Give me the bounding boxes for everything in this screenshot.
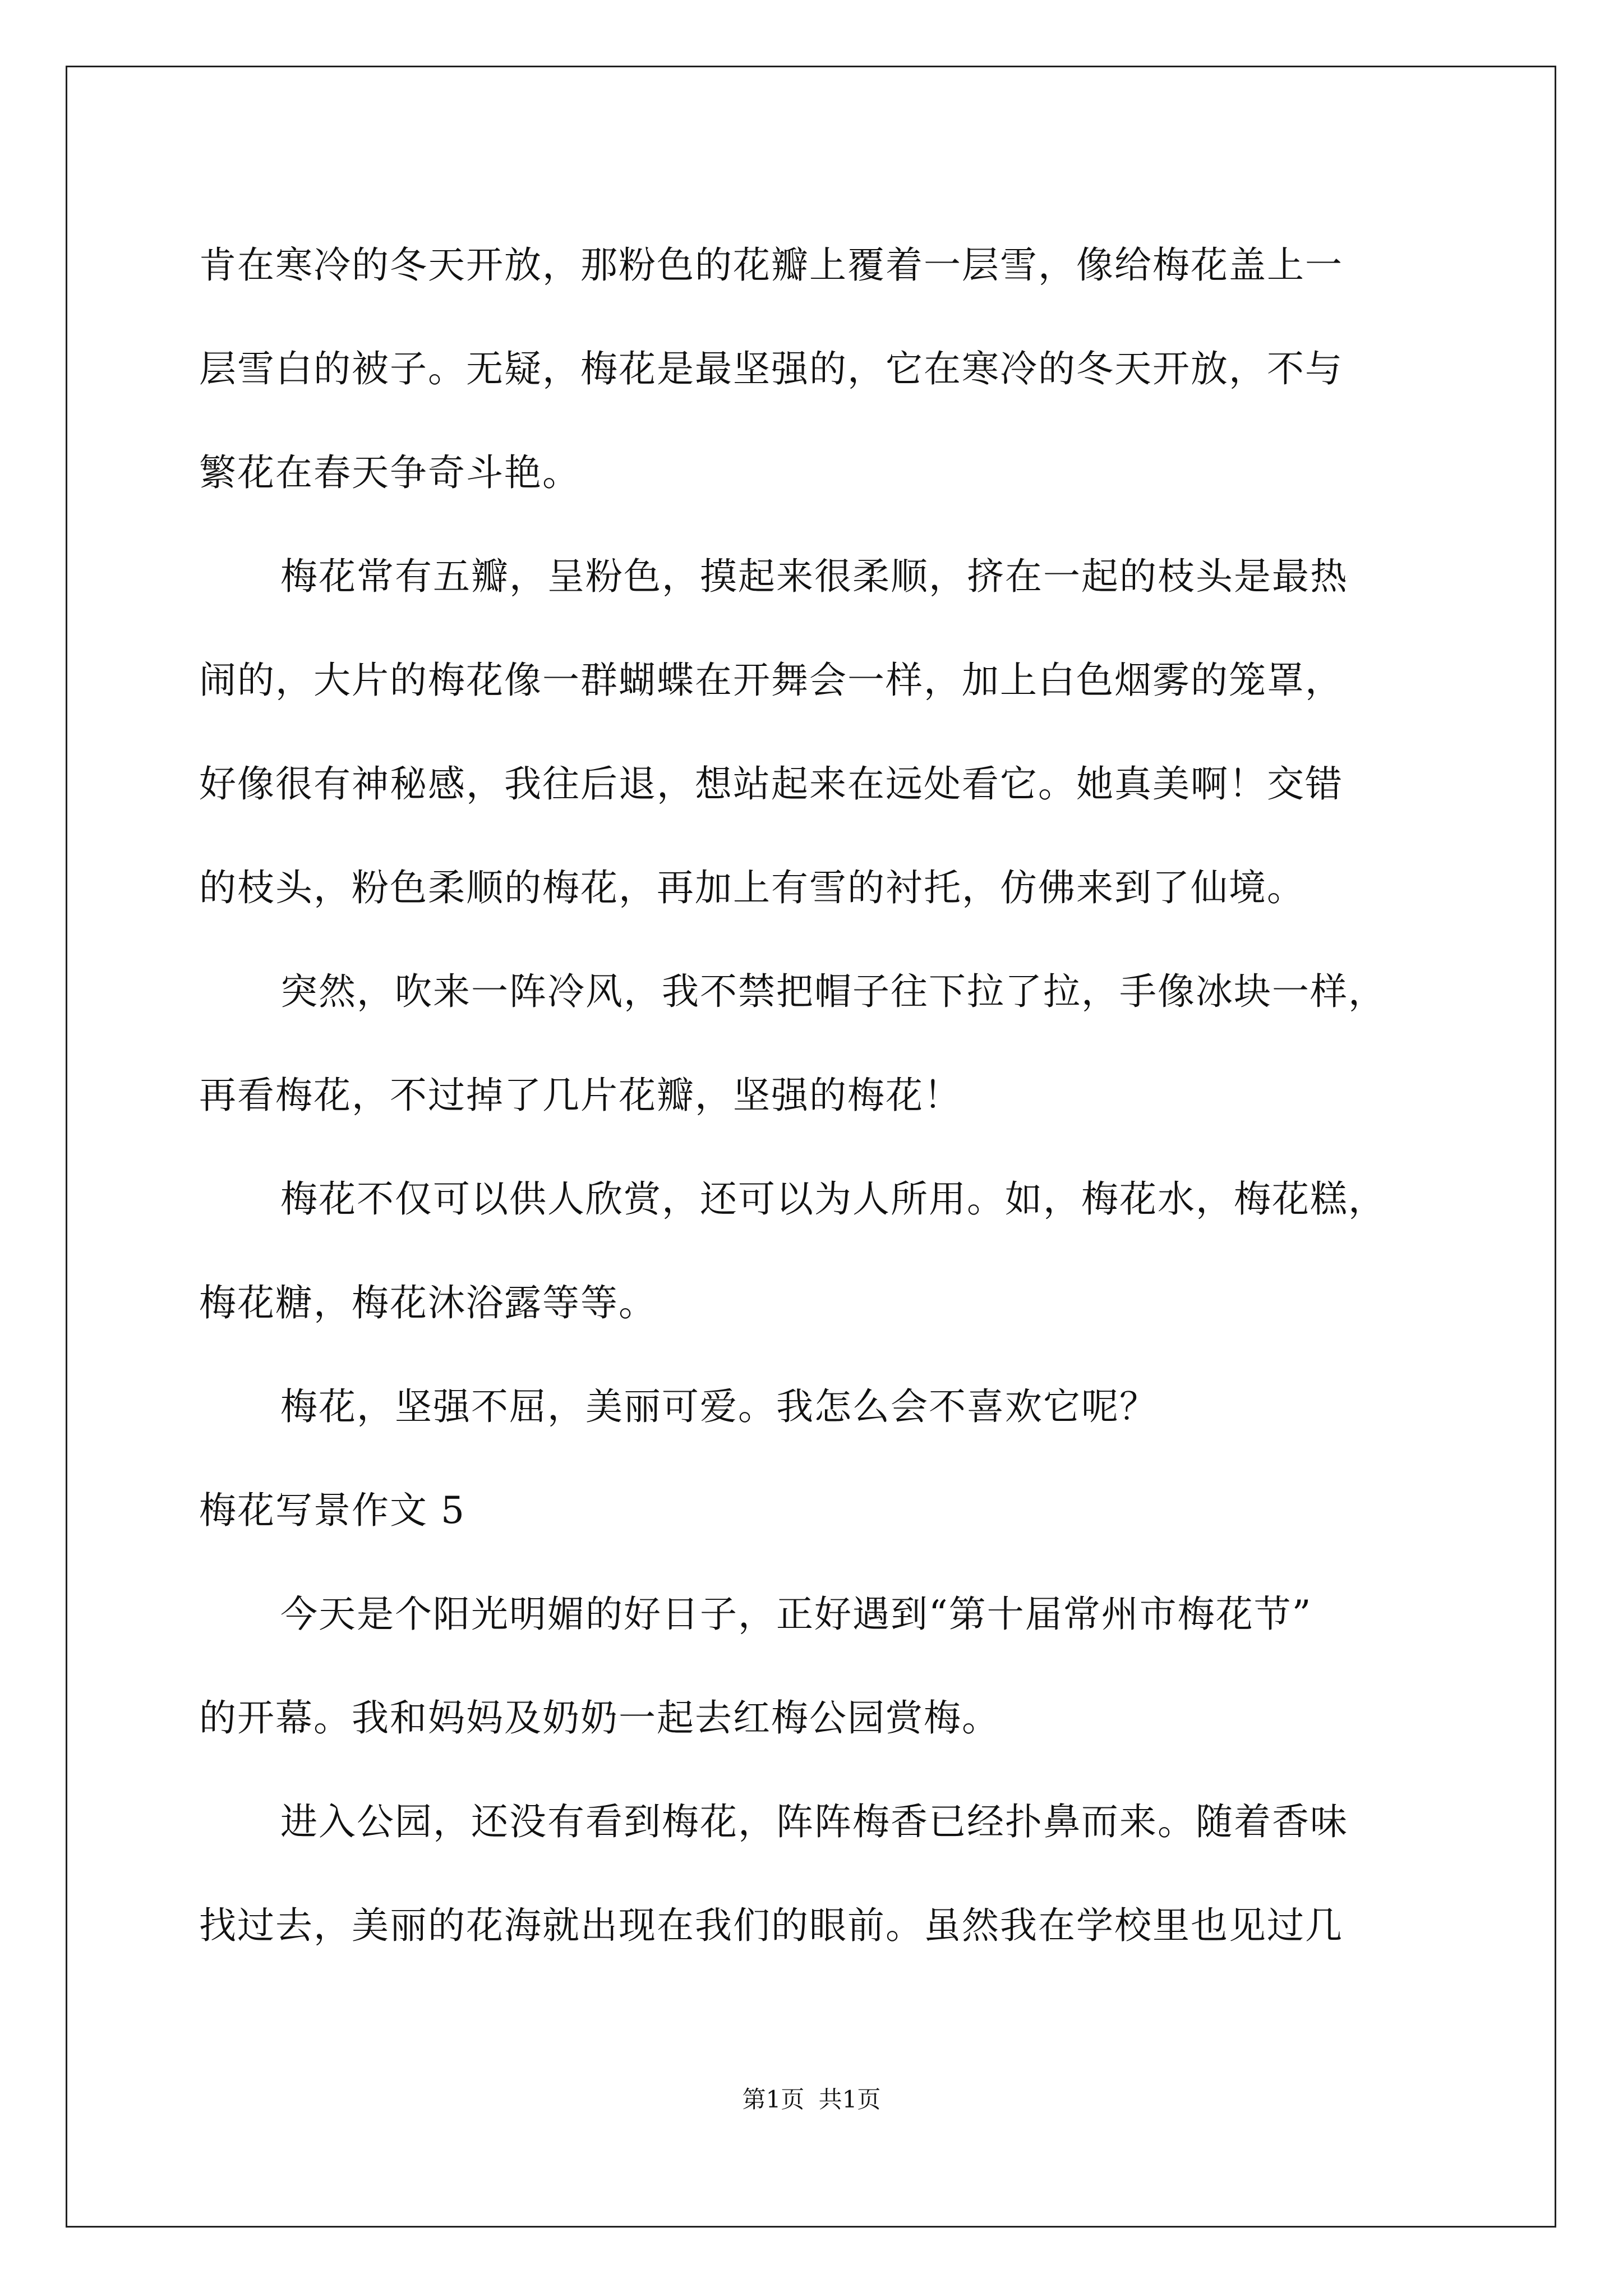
text-line: 肯在寒冷的冬天开放，那粉色的花瓣上覆着一层雪，像给梅花盖上一 — [199, 243, 1343, 287]
text-line: 梅花糖，梅花沐浴露等等。 — [199, 1281, 657, 1324]
text-line: 的开幕。我和妈妈及奶奶一起去红梅公园赏梅。 — [199, 1696, 1000, 1740]
text-line: 好像很有神秘感，我往后退，想站起来在远处看它。她真美啊！交错 — [199, 762, 1343, 806]
text-line: 梅花，坚强不屈，美丽可爱。我怎么会不喜欢它呢？ — [280, 1385, 1158, 1428]
text-line: 突然，吹来一阵冷风，我不禁把帽子往下拉了拉，手像冰块一样， — [280, 970, 1386, 1013]
text-line: 找过去，美丽的花海就出现在我们的眼前。虽然我在学校里也见过几 — [199, 1904, 1343, 1947]
text-line: 再看梅花，不过掉了几片花瓣，坚强的梅花！ — [199, 1074, 962, 1117]
text-line: 梅花不仅可以供人欣赏，还可以为人所用。如，梅花水，梅花糕， — [280, 1177, 1386, 1221]
text-line: 梅花常有五瓣，呈粉色，摸起来很柔顺，挤在一起的枝头是最热 — [280, 555, 1348, 598]
page-total: 共1页 — [818, 2086, 881, 2113]
text-line: 闹的，大片的梅花像一群蝴蝶在开舞会一样，加上白色烟雾的笼罩， — [199, 659, 1343, 702]
text-line: 层雪白的被子。无疑，梅花是最坚强的，它在寒冷的冬天开放，不与 — [199, 347, 1343, 390]
document-body — [199, 213, 1478, 1977]
page-footer — [0, 2081, 1623, 2115]
text-line: 进入公园，还没有看到梅花，阵阵梅香已经扑鼻而来。随着香味 — [280, 1800, 1348, 1843]
text-line: 的枝头，粉色柔顺的梅花，再加上有雪的衬托，仿佛来到了仙境。 — [199, 866, 1305, 909]
text-line: 繁花在春天争奇斗艳。 — [199, 451, 580, 494]
text-line: 今天是个阳光明媚的好日子，正好遇到“第十届常州市梅花节” — [280, 1593, 1312, 1636]
section-heading: 梅花写景作文 5 — [199, 1489, 465, 1532]
page-number: 第1页 — [742, 2086, 805, 2113]
